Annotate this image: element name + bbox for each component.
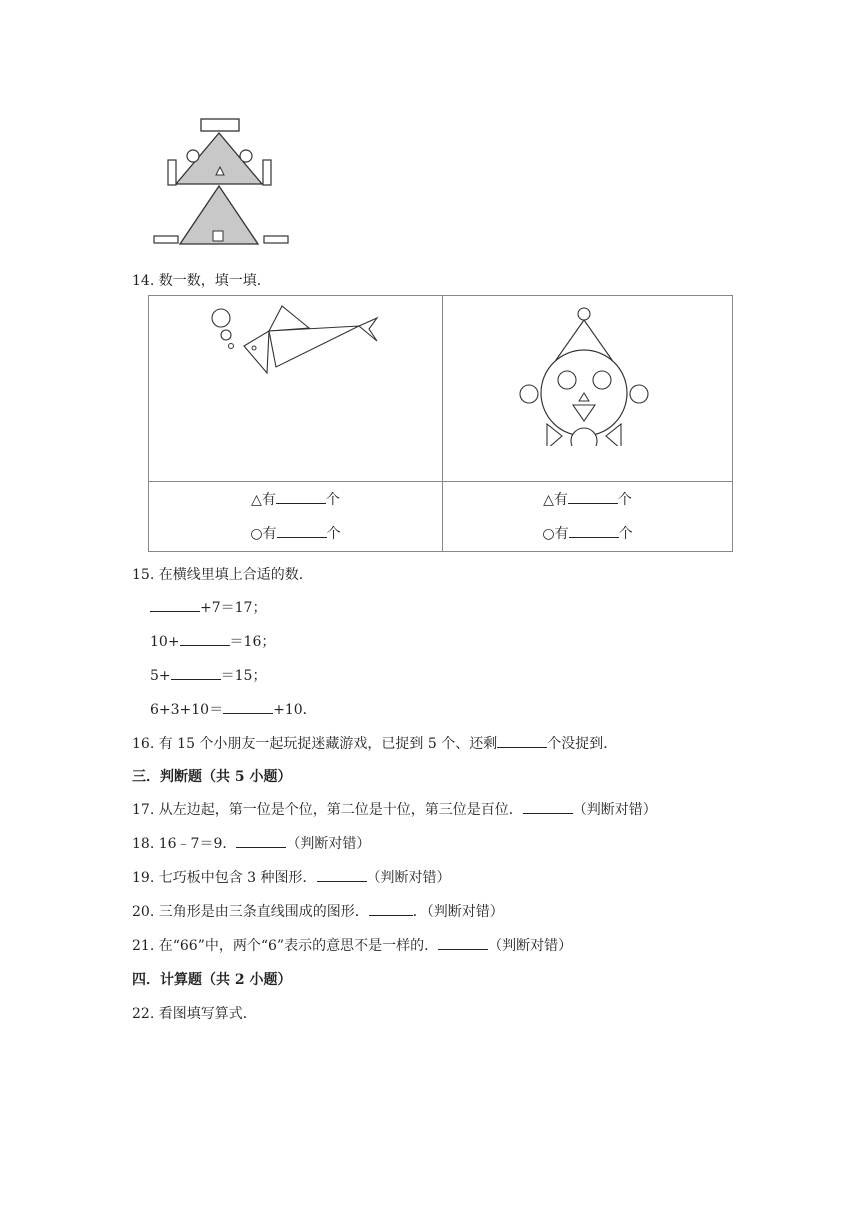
q16 — [132, 733, 617, 753]
robot-right-arm-rectangle — [263, 160, 271, 185]
q15-line-4-after: +10． — [273, 702, 317, 718]
judge-item-21-blank[interactable] — [438, 937, 488, 950]
judge-item-19-text: 七巧板中包含 3 种图形． — [158, 870, 317, 886]
judge-item-18 — [132, 833, 370, 853]
clown-circle-unit: 个 — [618, 525, 633, 542]
fish-triangle-label: △有 — [251, 491, 276, 508]
judge-item-17-text: 从左边起，第一位是个位，第二位是十位，第三位是百位． — [158, 802, 523, 818]
q14-heading — [132, 270, 271, 290]
q16-number: 16. — [132, 736, 155, 752]
robot-left-foot-rectangle — [154, 236, 178, 243]
q15-line-2-blank[interactable] — [180, 633, 230, 646]
q14-count-table — [148, 295, 733, 552]
clown-circle-blank[interactable] — [569, 525, 619, 538]
robot-right-ear-circle — [240, 150, 252, 162]
judge-item-18-text: 16﹣7＝9． — [158, 836, 237, 852]
q14-prompt: 数一数，填一填． — [158, 273, 271, 289]
clown-triangle-unit: 个 — [617, 491, 632, 508]
clown-circle-label: ○有 — [542, 525, 569, 542]
clown-left-ear-circle — [520, 385, 538, 403]
fish-figure — [204, 304, 404, 394]
bubble-large-circle — [212, 309, 230, 327]
clown-figure-cell — [443, 296, 733, 482]
bubble-small-circle — [229, 344, 234, 349]
fish-fin-triangle — [269, 306, 309, 331]
clown-right-ear-circle — [630, 385, 648, 403]
judge-item-20 — [132, 901, 504, 921]
judge-item-17 — [132, 799, 657, 819]
q22 — [132, 1003, 257, 1023]
fish-triangle-unit: 个 — [325, 491, 340, 508]
clown-figure — [518, 306, 668, 446]
clown-circle-count-line — [443, 517, 732, 551]
judge-item-17-suffix: （判断对错） — [572, 802, 657, 818]
judge-item-21 — [132, 935, 572, 955]
q16-blank[interactable] — [497, 735, 547, 748]
q15-line-4 — [150, 699, 317, 719]
judge-item-19-number: 19. — [132, 870, 155, 886]
q22-number: 22. — [132, 1006, 155, 1022]
q15-line-1 — [150, 597, 266, 617]
robot-left-arm-rectangle — [168, 160, 176, 185]
fish-circle-label: ○有 — [250, 525, 277, 542]
judge-item-20-text: 三角形是由三条直线围成的图形． — [158, 904, 369, 920]
q16-before: 有 15 个小朋友一起玩捉迷藏游戏，已捉到 5 个、还剩 — [158, 736, 498, 752]
judge-item-21-text: 在“66”中，两个“6”表示的意思不是一样的． — [158, 938, 439, 954]
robot-shape-figure — [148, 112, 308, 262]
judge-item-18-number: 18. — [132, 836, 155, 852]
clown-triangle-blank[interactable] — [568, 491, 618, 504]
fish-triangle-count-line — [149, 483, 442, 517]
fish-triangle-blank[interactable] — [276, 491, 326, 504]
judge-item-19 — [132, 867, 451, 887]
judge-item-20-number: 20. — [132, 904, 155, 920]
q15-line-4-blank[interactable] — [223, 701, 273, 714]
judge-item-19-blank[interactable] — [317, 869, 367, 882]
robot-right-foot-rectangle — [264, 236, 288, 243]
section-3-title: 三．判断题（共 5 小题） — [132, 769, 292, 785]
clown-left-eye-circle — [558, 371, 576, 389]
clown-answer-cell — [443, 482, 733, 552]
q15-number: 15. — [132, 567, 155, 583]
fish-answer-cell — [149, 482, 443, 552]
fish-circle-blank[interactable] — [277, 525, 327, 538]
q22-prompt: 看图填写算式． — [158, 1006, 257, 1022]
q16-after: 个没捉到． — [547, 736, 618, 752]
bubble-medium-circle — [221, 330, 231, 340]
judge-item-21-suffix: （判断对错） — [488, 938, 573, 954]
q15-line-2 — [150, 631, 275, 651]
fish-circle-unit: 个 — [326, 525, 341, 542]
judge-item-17-number: 17. — [132, 802, 155, 818]
robot-hat-rectangle — [201, 119, 239, 131]
q15-line-1-blank[interactable] — [150, 599, 200, 612]
judge-item-18-suffix: （判断对错） — [286, 836, 371, 852]
clown-right-eye-circle — [593, 371, 611, 389]
clown-triangle-count-line — [443, 483, 732, 517]
judge-item-21-number: 21. — [132, 938, 155, 954]
q15-line-4-before: 6+3+10＝ — [150, 702, 224, 718]
q15-line-3-blank[interactable] — [171, 667, 221, 680]
q15-line-1-after: +7＝17； — [200, 600, 267, 616]
q15-line-3-after: ＝15； — [220, 668, 267, 684]
judge-item-20-suffix: ．（判断对错） — [412, 904, 504, 920]
q15-line-2-before: 10+ — [150, 634, 180, 650]
robot-body-square — [213, 231, 223, 241]
q15-line-3 — [150, 665, 266, 685]
fish-eye-circle — [252, 346, 256, 350]
section-4-title: 四．计算题（共 2 小题） — [132, 972, 292, 988]
fish-body-triangle — [269, 326, 359, 367]
q15-line-2-after: ＝16； — [229, 634, 276, 650]
judge-item-20-blank[interactable] — [369, 903, 413, 916]
judge-item-19-suffix: （判断对错） — [366, 870, 451, 886]
hat-top-circle — [578, 308, 590, 320]
q15-prompt: 在横线里填上合适的数． — [158, 567, 313, 583]
robot-left-ear-circle — [187, 150, 199, 162]
q15-line-3-before: 5+ — [150, 668, 171, 684]
q15-heading — [132, 564, 313, 584]
fish-head-triangle — [244, 331, 269, 373]
clown-triangle-label: △有 — [543, 491, 568, 508]
fish-figure-cell — [149, 296, 443, 482]
judge-item-17-blank[interactable] — [523, 801, 573, 814]
fish-tail-triangle — [359, 318, 377, 341]
q14-number: 14. — [132, 273, 155, 289]
fish-circle-count-line — [149, 517, 442, 551]
judge-item-18-blank[interactable] — [236, 835, 286, 848]
